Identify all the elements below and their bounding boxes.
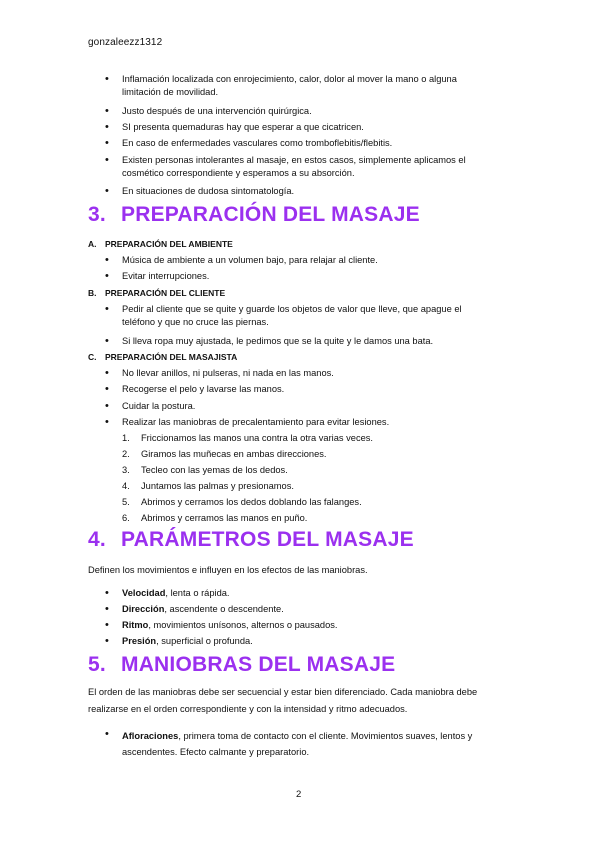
bullet-icon: • (105, 635, 109, 647)
bullet-icon: • (105, 400, 109, 412)
bullet-icon: • (105, 185, 109, 197)
bullet-icon: • (105, 303, 109, 315)
numbered-item: 6. Abrimos y cerramos las manos en puño. (122, 513, 308, 523)
header-username: gonzaleezz1312 (88, 37, 163, 48)
section-heading: 4. PARÁMETROS DEL MASAJE (88, 528, 414, 551)
bullet-icon: • (105, 121, 109, 133)
bullet-icon: • (105, 335, 109, 347)
bullet-icon: • (105, 587, 109, 599)
bullet-icon: • (105, 254, 109, 266)
section-heading: 3. PREPARACIÓN DEL MASAJE (88, 203, 420, 226)
bullet-icon: • (105, 367, 109, 379)
bullet-icon: • (105, 137, 109, 149)
bullet-icon: • (105, 383, 109, 395)
bullet-icon: • (105, 73, 109, 85)
numbered-item: 2. Giramos las muñecas en ambas direcciones. (122, 449, 327, 459)
subsection-heading: C. PREPARACIÓN DEL MASAJISTA (88, 352, 238, 362)
bullet-icon: • (105, 270, 109, 282)
paragraph: Definen los movimientos e influyen en los efectos de las maniobras. (88, 565, 368, 575)
numbered-item: 5. Abrimos y cerramos los dedos doblando las falanges. (122, 497, 362, 507)
document-page: gonzaleezz1312 • Inflamación localizada con enrojecimiento, calor, dolor al mover la mano o alguna limitación de movilidad. • Justo después de una intervención quirúrgica. • SI presenta quemaduras hay que esperar a que cicatricen. • En caso de enfermedades vasculares como tromboflebitis/flebitis. • Existen personas intolerantes al masaje, en estos casos, simplemente aplicamos el cosmético correspondiente y esperamos a su absorción. • En situaciones de dudosa sintomatología. 3. PREPARACIÓN DEL MASAJE A. PREPARACIÓN DEL AMBIENTE • Música de ambiente a un volumen bajo, para relajar al cliente. • Evitar interrupciones. B. PREPARACIÓN DEL CLIENTE • Pedir al cliente que se quite y guarde los objetos de valor que lleve, que apague el teléfono y que no cruce las piernas. • Si lleva ropa muy ajustada, le pedimos que se la quite y le damos una bata. C. PREPARACIÓN DEL MASAJISTA • No llevar anillos, ni pulseras, ni nada en las manos. • Recogerse el pelo y lavarse las manos. • Cuidar la postura. • Realizar las maniobras de precalentamiento para evitar lesiones. 1. Friccionamos las manos una contra la otra varias veces. 2. Giramos las muñecas en ambas direcciones. 3. Tecleo con las yemas de los dedos. 4. Juntamos las palmas y presionamos. 5. Abrimos y cerramos los dedos doblando las falanges. 6. Abrimos y cerramos las manos en puño. 4. PARÁMETROS DEL MASAJE Definen los movimientos e influyen en los efectos de las maniobras. • Velocidad, lenta o rápida. • Dirección, ascendente o descendente. • Ritmo, movimientos unísonos, alternos o pausados. • Presión, superficial o profunda. 5. MANIOBRAS DEL MASAJE El orden de las maniobras debe ser secuencial y estar bien diferenciado. Cada maniobra debe realizarse en el orden correspondiente y con la intensidad y ritmo adecuados. • Afloraciones, primera toma de contacto con el cliente. Movimientos suaves, lentos y ascendentes. Efecto calmante y preparatorio. 2 (0, 0, 599, 848)
bullet-icon: • (105, 416, 109, 428)
paragraph: El orden de las maniobras debe ser secuencial y estar bien diferenciado. Cada maniobra debe realizarse en el orden correspondiente y con la intensidad y ritmo adecuados. (88, 687, 478, 714)
numbered-item: 4. Juntamos las palmas y presionamos. (122, 481, 294, 491)
subsection-heading: A. PREPARACIÓN DEL AMBIENTE (88, 239, 233, 249)
bullet-icon: • (105, 728, 109, 740)
bullet-icon: • (105, 619, 109, 631)
page-number: 2 (296, 789, 302, 800)
bullet-icon: • (105, 154, 109, 166)
section-heading: 5. MANIOBRAS DEL MASAJE (88, 653, 396, 676)
subsection-heading: B. PREPARACIÓN DEL CLIENTE (88, 288, 226, 298)
numbered-item: 1. Friccionamos las manos una contra la otra varias veces. (122, 433, 374, 443)
bullet-icon: • (105, 603, 109, 615)
bullet-icon: • (105, 105, 109, 117)
numbered-item: 3. Tecleo con las yemas de los dedos. (122, 465, 288, 475)
